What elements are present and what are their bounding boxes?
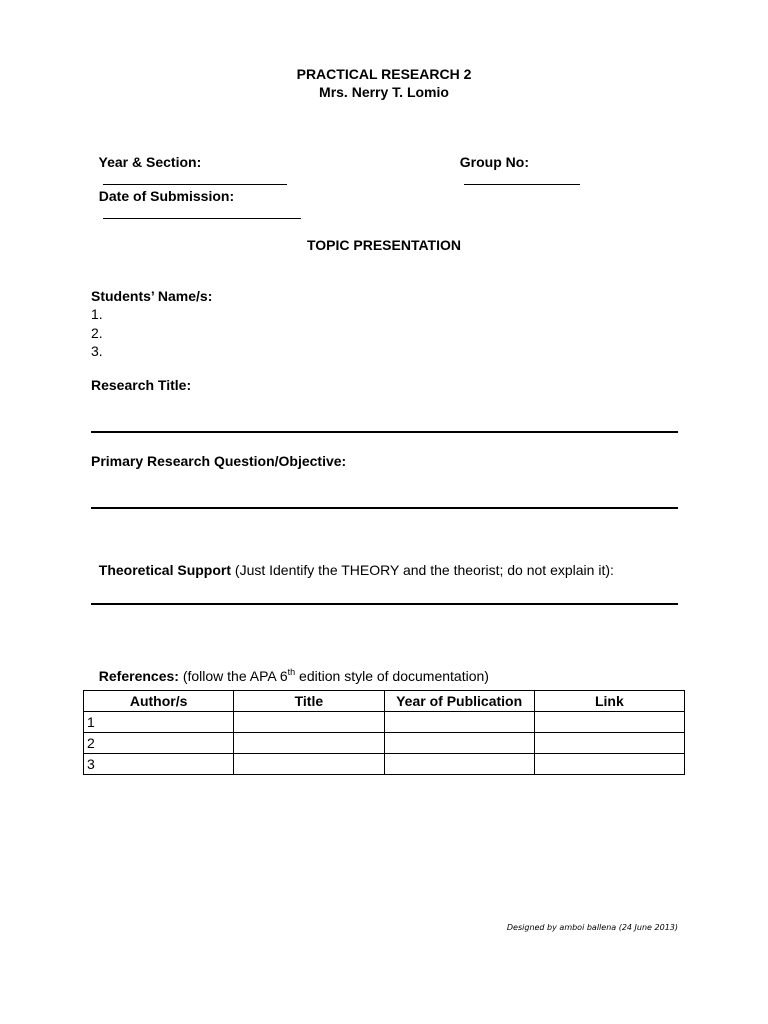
link-cell[interactable] bbox=[534, 733, 684, 754]
date-submission-label: Date of Submission: bbox=[98, 188, 235, 204]
student-item-1: 1. bbox=[91, 306, 103, 322]
title-cell[interactable] bbox=[234, 754, 384, 775]
col-header-year: Year of Publication bbox=[384, 691, 534, 712]
table-row bbox=[84, 733, 685, 754]
primary-question-label: Primary Research Question/Objective: bbox=[91, 453, 347, 469]
table-header-row bbox=[84, 691, 685, 712]
link-cell[interactable] bbox=[534, 754, 684, 775]
col-header-title: Title bbox=[234, 691, 384, 712]
col-header-link: Link bbox=[534, 691, 684, 712]
year-section-label: Year & Section: bbox=[98, 154, 202, 170]
row-number-cell[interactable]: 1 bbox=[84, 712, 234, 733]
year-cell[interactable] bbox=[384, 733, 534, 754]
year-cell[interactable] bbox=[384, 712, 534, 733]
table-row bbox=[84, 754, 685, 775]
students-label: Students’ Name/s: bbox=[91, 288, 213, 304]
group-no-field bbox=[452, 137, 580, 189]
references-label: References: bbox=[98, 668, 179, 684]
references-field bbox=[91, 651, 489, 685]
row-number-cell[interactable]: 3 bbox=[84, 754, 234, 775]
group-no-blank[interactable] bbox=[464, 171, 580, 185]
research-title-label: Research Title: bbox=[91, 377, 192, 393]
section-title: TOPIC PRESENTATION bbox=[306, 237, 461, 253]
references-note-after: edition style of documentation) bbox=[295, 668, 489, 684]
link-cell[interactable] bbox=[534, 712, 684, 733]
theoretical-support-note: (Just Identify the THEORY and the theorist; do not explain it): bbox=[231, 562, 614, 578]
group-no-label: Group No: bbox=[459, 154, 529, 170]
references-table bbox=[83, 690, 685, 775]
col-header-author: Author/s bbox=[84, 691, 234, 712]
student-item-2: 2. bbox=[91, 325, 103, 341]
title-cell[interactable] bbox=[234, 712, 384, 733]
primary-question-line[interactable] bbox=[91, 507, 678, 509]
theoretical-support-label: Theoretical Support bbox=[98, 562, 232, 578]
references-note-before: (follow the APA 6 bbox=[178, 668, 288, 684]
document-title: PRACTICAL RESEARCH 2 bbox=[296, 66, 472, 82]
footer-credit: Designed by amboi ballena (24 June 2013) bbox=[506, 923, 678, 932]
teacher-name: Mrs. Nerry T. Lomio bbox=[319, 84, 449, 100]
research-title-line[interactable] bbox=[91, 431, 678, 433]
year-cell[interactable] bbox=[384, 754, 534, 775]
date-submission-blank[interactable] bbox=[103, 205, 301, 219]
table-row bbox=[84, 712, 685, 733]
references-note-sup: th bbox=[287, 667, 296, 677]
student-item-3: 3. bbox=[91, 343, 103, 359]
theoretical-support-field bbox=[91, 545, 614, 579]
theoretical-support-line[interactable] bbox=[91, 603, 678, 605]
date-submission-field bbox=[91, 171, 301, 223]
title-cell[interactable] bbox=[234, 733, 384, 754]
row-number-cell[interactable]: 2 bbox=[84, 733, 234, 754]
